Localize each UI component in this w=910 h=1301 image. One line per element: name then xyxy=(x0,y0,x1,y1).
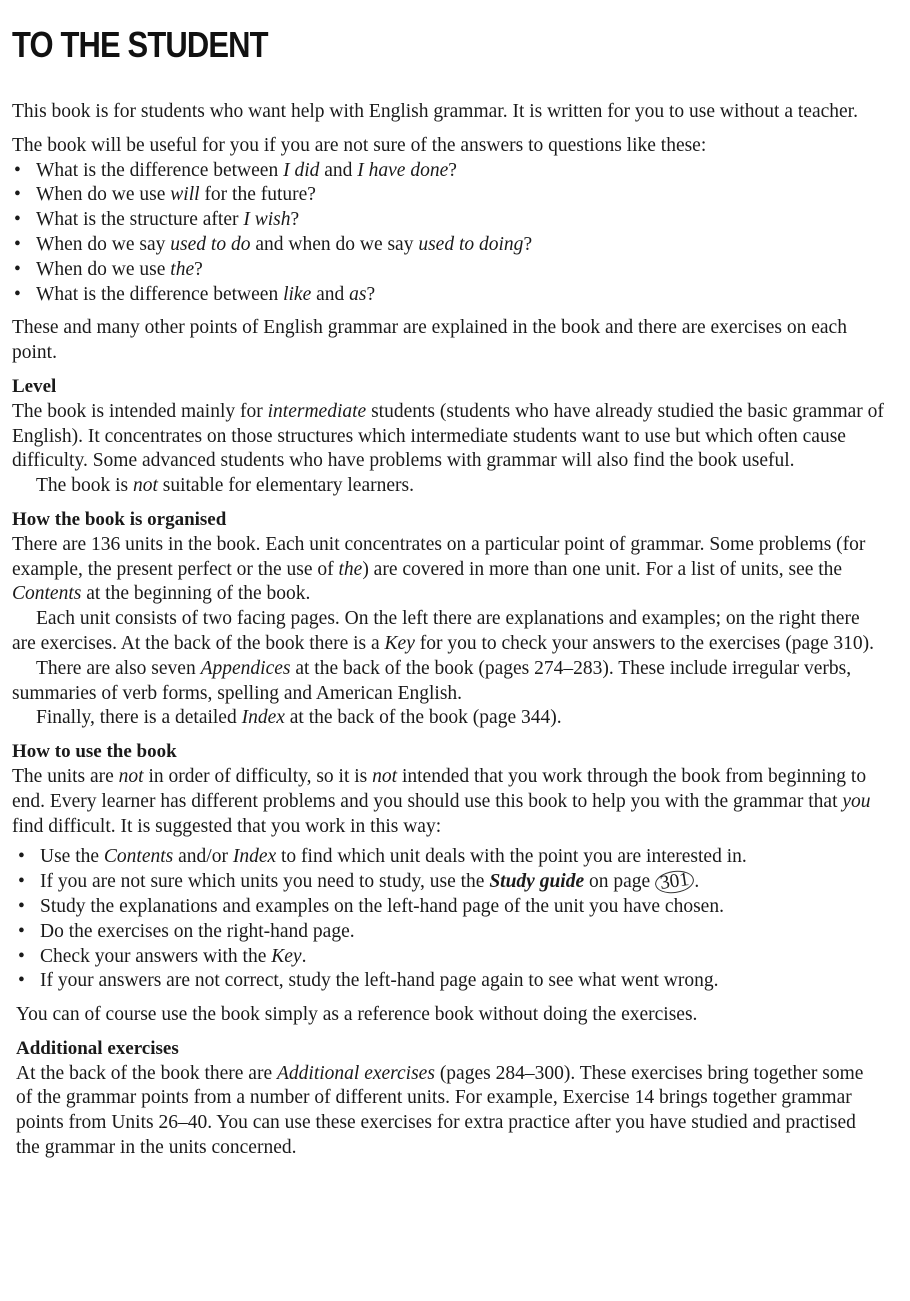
organised-paragraph-3: There are also seven Appendices at the back of the book (pages 274–283). These include irregular verbs, summaries of verb forms, spelling and American English. xyxy=(12,657,852,704)
list-item: • When do we use the? xyxy=(12,258,884,283)
list-item: • When do we use will for the future? xyxy=(12,183,884,208)
section-heading-level: Level xyxy=(12,375,57,397)
list-item: • What is the structure after I wish? xyxy=(12,208,884,233)
list-item: • Do the exercises on the right-hand page. xyxy=(16,920,884,945)
howto-closing: You can of course use the book simply as a reference book without doing the exercises. xyxy=(16,1004,698,1026)
organised-paragraph-1: There are 136 units in the book. Each unit concentrates on a particular point of grammar. Some problems (for example, the present perfect or the use of the) are covered in more than one unit. For a list of units, see the Contents at the beginning of the book. xyxy=(12,533,866,605)
list-item: • What is the difference between I did and I have done? xyxy=(12,159,884,184)
circled-page-number: 301 xyxy=(654,868,696,895)
section-heading-how-to-use: How to use the book xyxy=(12,741,177,763)
intro-paragraph xyxy=(12,100,884,125)
organised-paragraph-2: Each unit consists of two facing pages. On the left there are explanations and examples; on the right there are exercises. At the back of the book there is a Key for you to check your answers to the exercises (page 310). xyxy=(12,608,875,654)
document-body xyxy=(12,100,884,1161)
text: This book is for students who want help with English grammar. It is written for you to use without a teacher. xyxy=(12,101,858,122)
howto-paragraph: The units are not in order of difficulty, so it is not intended that you work through the book from beginning to end. Every learner has different problems and you should use this book to help you with the grammar that you find difficult. It is suggested that you work in this way: xyxy=(12,765,871,837)
list-item: • If you are not sure which units you need to study, use the Study guide on page 301 . xyxy=(16,870,884,895)
organised-paragraph-4: Finally, there is a detailed Index at the back of the book (page 344). xyxy=(36,707,562,729)
additional-paragraph: At the back of the book there are Additional exercises (pages 284–300). These exercises bring together some of the grammar points from a number of different units. For example, Exercise 14 brings together grammar points from Units 26–40. You can use these exercises for extra practice after you have studied and practised the grammar in the units concerned. xyxy=(16,1062,864,1159)
questions-intro: The book will be useful for you if you are not sure of the answers to questions like these: xyxy=(12,134,707,156)
section-heading-organised: How the book is organised xyxy=(12,508,227,530)
intro-closing: These and many other points of English grammar are explained in the book and there are exercises on each point. xyxy=(12,317,847,364)
section-heading-additional: Additional exercises xyxy=(16,1037,179,1059)
list-item: • Check your answers with the Key. xyxy=(16,945,884,970)
question-list xyxy=(12,159,884,308)
list-item: • If your answers are not correct, study the left-hand page again to see what went wrong. xyxy=(16,969,884,994)
list-item: • What is the difference between like and as? xyxy=(12,283,884,308)
level-note: The book is not suitable for elementary learners. xyxy=(36,475,414,497)
list-item: • Use the Contents and/or Index to find which unit deals with the point you are interested in. xyxy=(16,845,884,870)
page-title: TO THE STUDENT xyxy=(12,24,268,65)
list-item: • When do we say used to do and when do we say used to doing? xyxy=(12,233,884,258)
list-item: • Study the explanations and examples on the left-hand page of the unit you have chosen. xyxy=(16,895,884,920)
level-paragraph: The book is intended mainly for intermediate students (students who have already studied the basic grammar of English). It concentrates on those structures which intermediate students want to use but which often cause difficulty. Some advanced students who have problems with grammar will also find the book useful. xyxy=(12,400,884,472)
steps-list xyxy=(12,845,884,994)
